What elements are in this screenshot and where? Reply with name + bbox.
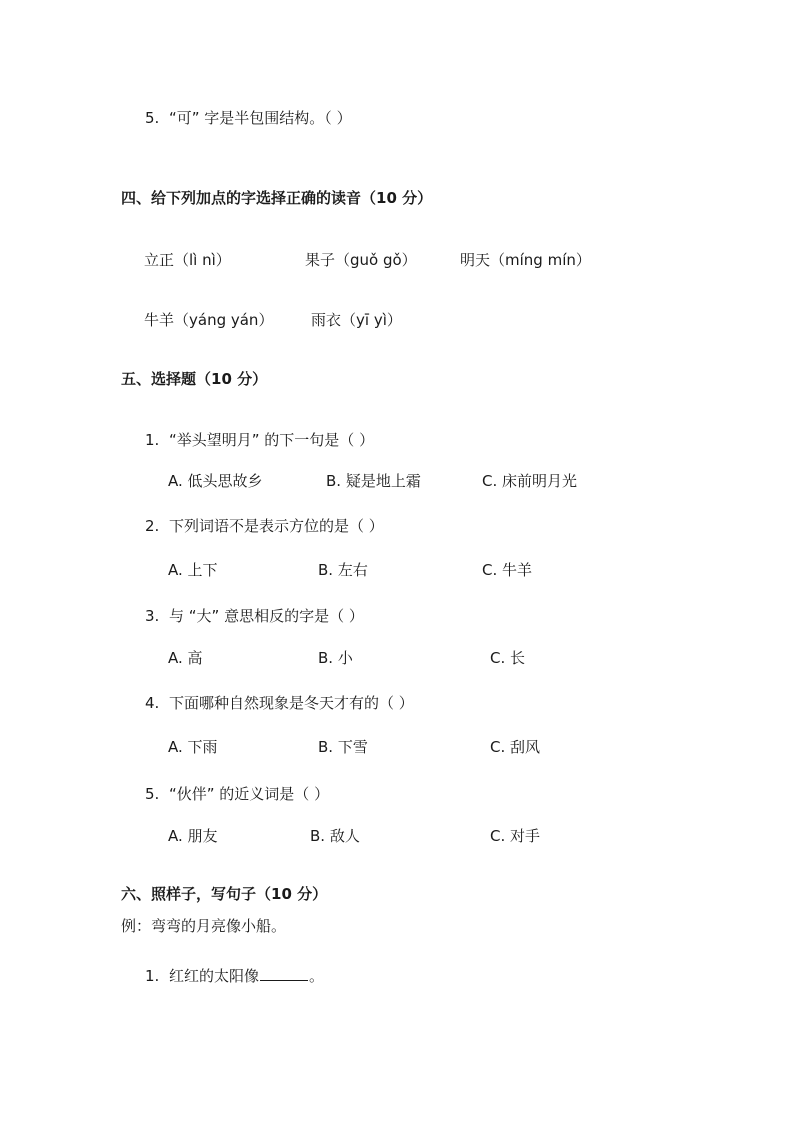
question-item (145, 430, 374, 450)
question-text: “举头望明月” 的下一句是（ ） (169, 431, 375, 449)
answer-option: C. 对手 (490, 827, 541, 845)
question-text: 与 “大” 意思相反的字是（ ） (169, 607, 364, 625)
answer-option: B. 疑是地上霜 (326, 472, 421, 490)
pinyin-choice-item: 果子（guǒ gǒ） (305, 251, 417, 269)
question-text: 下面哪种自然现象是冬天才有的（ ） (169, 694, 414, 712)
answer-option: B. 敌人 (310, 827, 360, 845)
question-number: 5. (145, 109, 160, 127)
question-number: 5. (145, 785, 160, 803)
example-sentence: 例：弯弯的月亮像小船。 (121, 917, 287, 935)
answer-option: A. 朋友 (168, 827, 218, 845)
answer-option: A. 低头思故乡 (168, 472, 263, 490)
answer-option: C. 床前明月光 (482, 472, 578, 490)
section-heading-pinyin: 四、给下列加点的字选择正确的读音（10 分） (121, 189, 433, 207)
question-item (145, 516, 384, 536)
question-text: “可” 字是半包围结构。（ ） (169, 109, 352, 127)
question-number: 3. (145, 607, 160, 625)
answer-option: A. 下雨 (168, 738, 218, 756)
pinyin-choice-item: 雨衣（yī yì） (311, 311, 402, 329)
question-item (145, 784, 329, 804)
pinyin-choice-item: 立正（lì nì） (144, 251, 231, 269)
pinyin-choice-item: 牛羊（yáng yán） (144, 311, 274, 329)
question-number: 2. (145, 517, 160, 535)
answer-option: B. 左右 (318, 561, 368, 579)
pinyin-choice-item: 明天（míng mín） (460, 251, 591, 269)
question-number: 1. (145, 967, 160, 985)
question-item (145, 606, 364, 626)
question-text-end: 。 (309, 967, 325, 985)
question-text: “伙伴” 的近义词是（ ） (169, 785, 330, 803)
answer-option: C. 刮风 (490, 738, 541, 756)
question-item (145, 108, 352, 128)
question-item (145, 966, 324, 986)
fill-in-blank[interactable] (260, 966, 308, 981)
question-number: 4. (145, 694, 160, 712)
section-heading-sentences: 六、照样子，写句子（10 分） (121, 885, 328, 903)
answer-option: B. 小 (318, 649, 353, 667)
section-heading-choice: 五、选择题（10 分） (121, 370, 268, 388)
answer-option: B. 下雪 (318, 738, 368, 756)
question-text: 红红的太阳像 (169, 967, 260, 985)
answer-option: C. 长 (490, 649, 526, 667)
answer-option: C. 牛羊 (482, 561, 533, 579)
answer-option: A. 上下 (168, 561, 218, 579)
answer-option: A. 高 (168, 649, 203, 667)
question-number: 1. (145, 431, 160, 449)
question-text: 下列词语不是表示方位的是（ ） (169, 517, 384, 535)
question-item (145, 693, 414, 713)
